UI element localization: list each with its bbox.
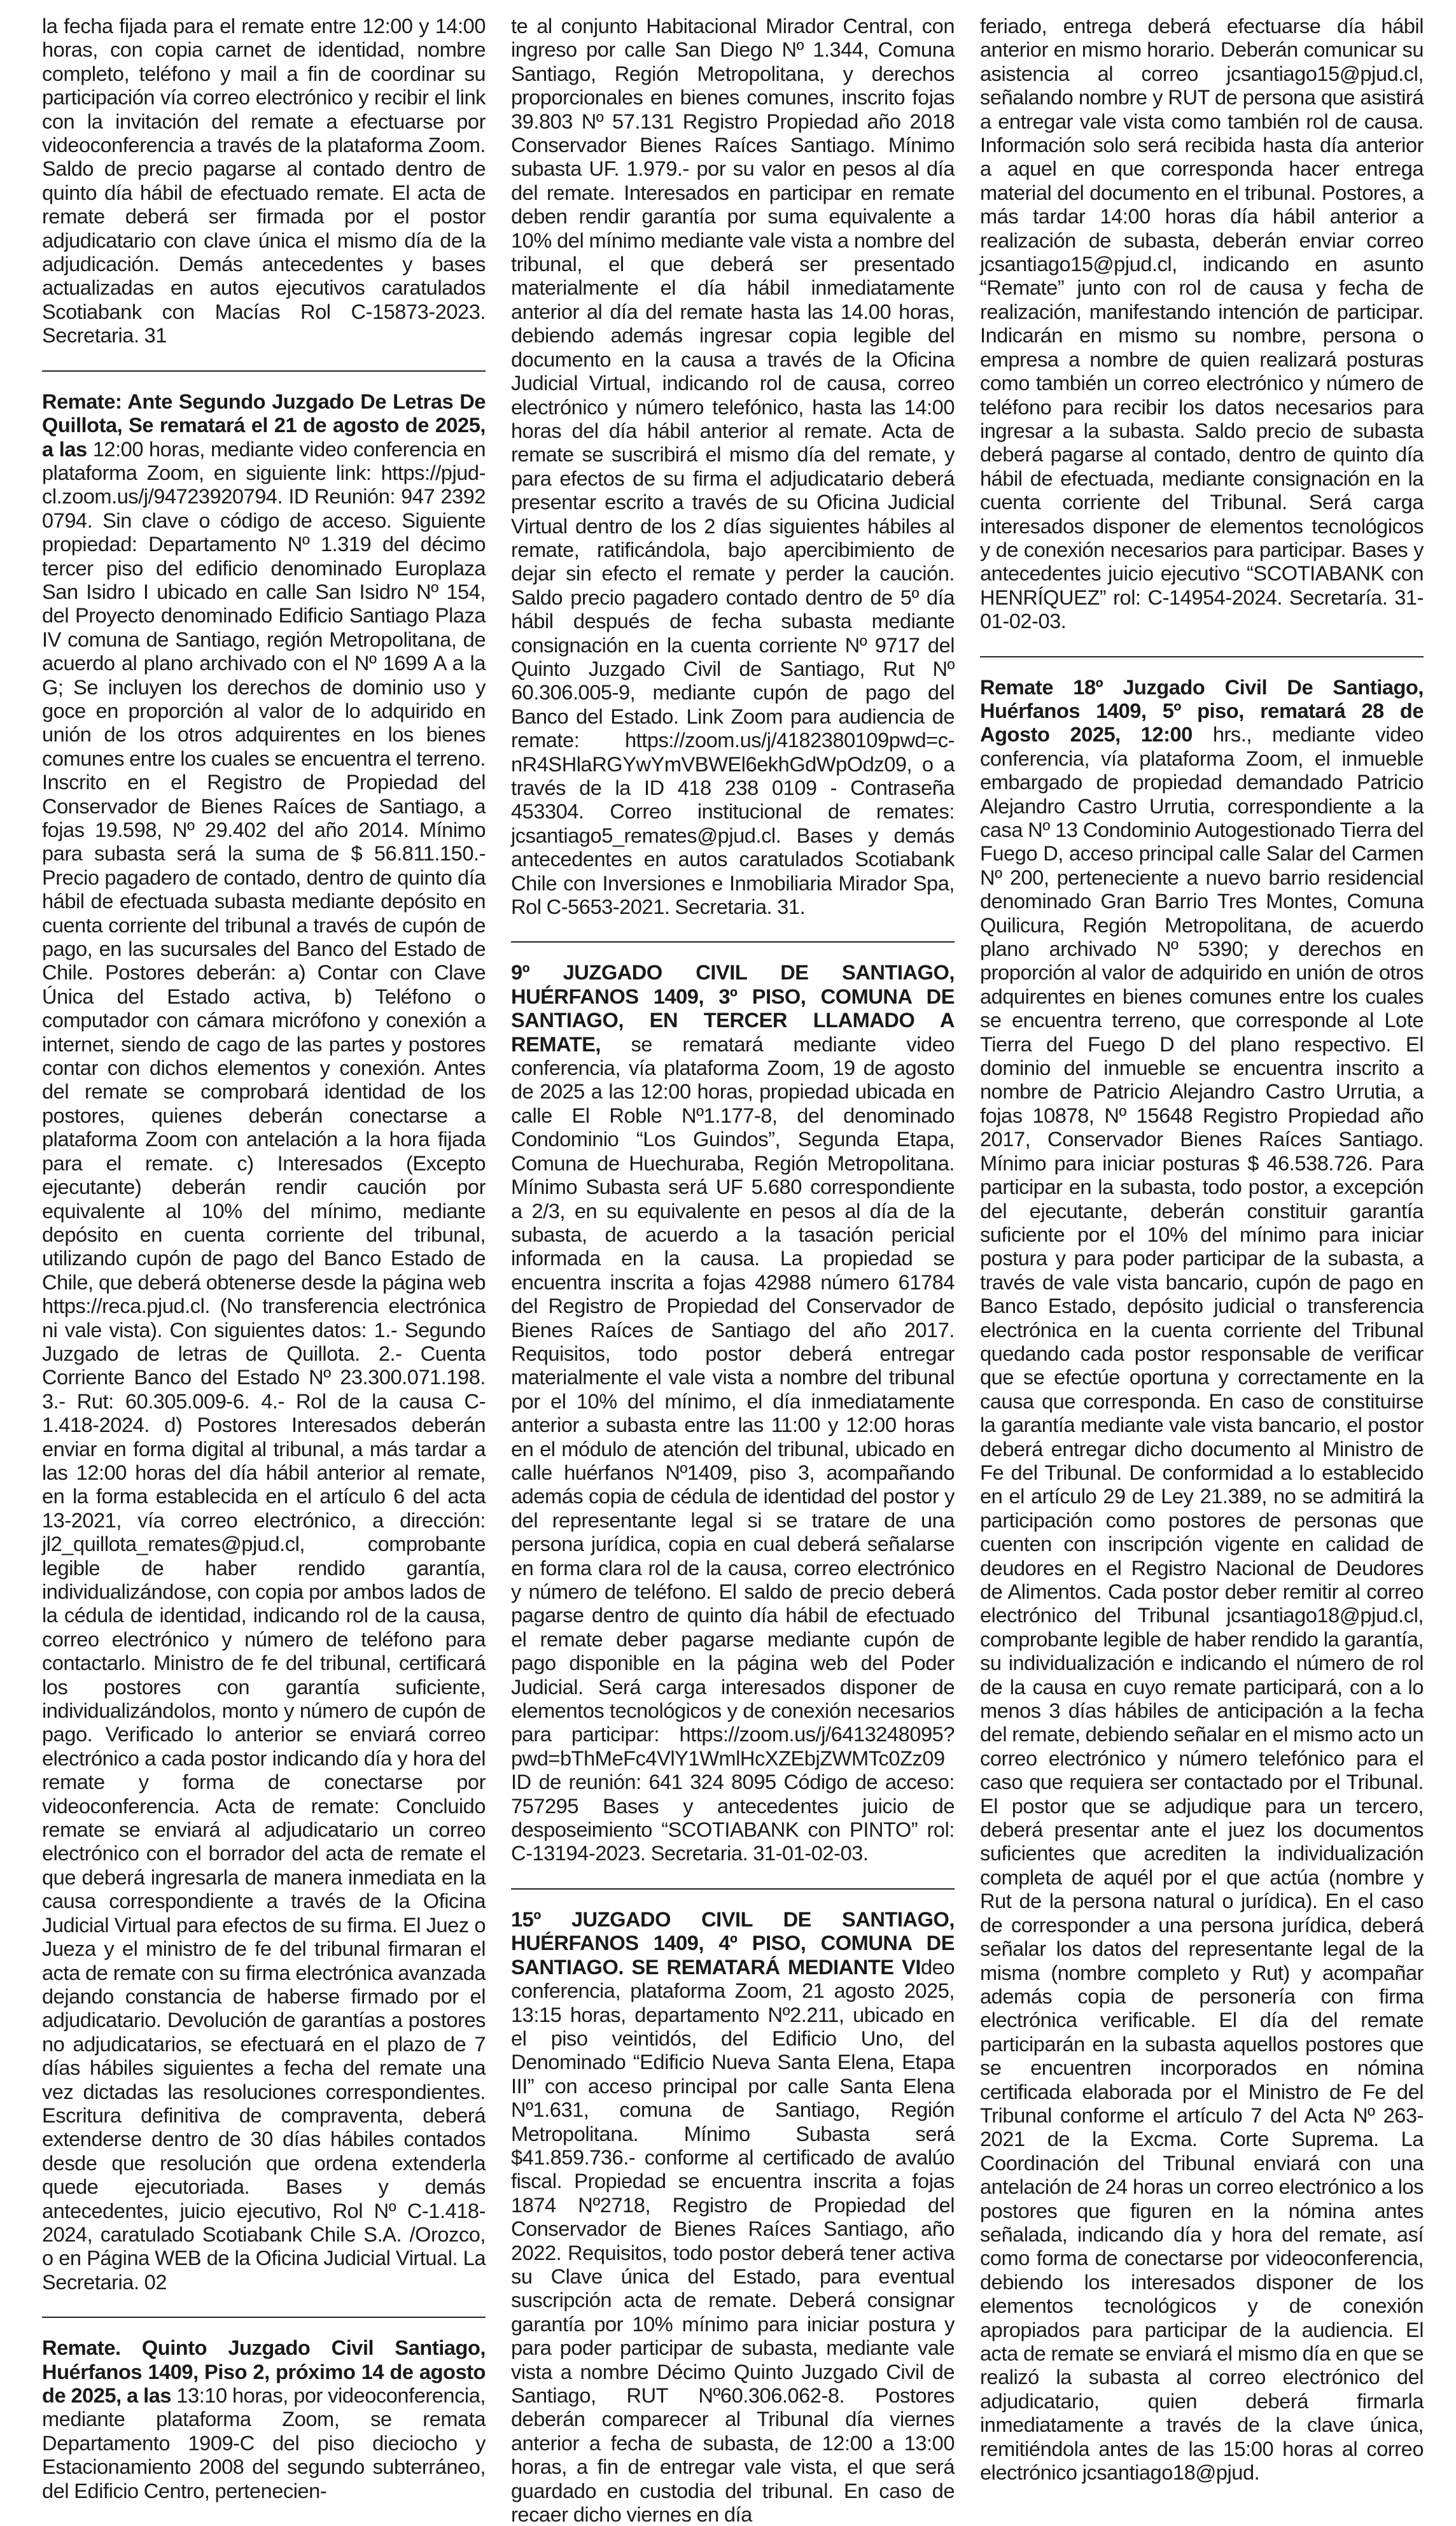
notice-body: feriado, entrega deberá efectuarse día hábil anterior en mismo horario. Deberán comunicar su asistencia al correo jcsantiago15@pjud.cl, señalando nombre y RUT de persona que asistirá a entregar vale vista como también rol de causa. Información solo será recibida hasta día anterior a aquel en que corresponda hacer entrega material del documento en el tribunal. Postores, a más tardar 14:00 horas día hábil anterior a realización de subasta, deberán enviar correo jcsantiago15@pjud.cl, indicando en asunto “Remate” junto con rol de causa y fecha de realización, manifestando intención de participar. Indicarán en mismo su nombre, persona o empresa a nombre de quien realizará posturas como también un correo electrónico y número de teléfono para recibir los datos necesarios para ingresar a la subasta. Saldo precio de subasta deberá pagarse al contado, dentro de quinto día hábil de efectuada, mediante consignación en la cuenta corriente del Tribunal. Será carga interesados disponer de elementos tecnológicos y de conexión necesarios para participar. Bases y antecedentes juicio ejecutivo “SCOTIABANK con HENRÍQUEZ” rol: C-14954-2024. Secretaría. 31-01-02-03. [980, 14, 1424, 633]
divider [42, 370, 486, 372]
notice [42, 389, 486, 2294]
divider [980, 656, 1424, 657]
notice-continued [511, 14, 955, 918]
notice-heading: 15º JUZGADO CIVIL DE SANTIAGO, HUÉRFANOS 1409, 4º PISO, COMUNA DE SANTIAGO. SE REMATARÁ MEDIANTE VI [511, 1907, 955, 1979]
notice-body: te al conjunto Habitacional Mirador Central, con ingreso por calle San Diego Nº 1.344, Comuna Santiago, Región Metropolitana, y derechos proporcionales en bienes comunes, inscrito fojas 39.803 Nº 57.131 Registro Propiedad año 2018 Conservador Bienes Raíces Santiago. Mínimo subasta UF. 1.979.- por su valor en pesos al día del remate. Interesados en participar en remate deben rendir garantía por suma equivalente a 10% del mínimo mediante vale vista a nombre del tribunal, el que deberá ser presentado materialmente el día hábil inmediatamente anterior al día del remate hasta las 14.00 horas, debiendo además ingresar copia legible del documento en la causa a través de la Oficina Judicial Virtual, indicando rol de causa, correo electrónico y número telefónico, hasta las 14:00 horas del día hábil anterior al remate. Acta de remate se suscribirá el mismo día del remate, y para efectos de su firma el adjudicatario deberá presentar escrito a través de su Oficina Judicial Virtual dentro de los 2 días siguientes hábiles al remate, ratificándola, bajo apercibimiento de dejar sin efecto el remate y perder la caución. Saldo precio pagadero contado dentro de 5º día hábil después de fecha subasta mediante consignación en la cuenta corriente Nº 9717 del Quinto Juzgado Civil de Santiago, Rut Nº 60.306.005-9, mediante cupón de pago del Banco del Estado. Link Zoom para audiencia de remate: https://zoom.us/j/4182380109pwd=c-nR4SHlaRGYwYmVBWEl6ekhGdWpOdz09, o a través de la ID 418 238 0109 - Contraseña 453304. Correo institucional de remates: jcsantiago5_remates@pjud.cl. Bases y demás antecedentes en autos caratulados Scotiabank Chile con Inversiones e Inmobiliaria Mirador Spa, Rol C-5653-2021. Secretaria. 31. [511, 14, 955, 919]
divider [511, 941, 955, 943]
divider [42, 2317, 486, 2318]
notice [511, 960, 955, 1865]
notice [980, 675, 1424, 2485]
notice-heading: Remate: Ante Segundo Juzgado De Letras De Quillota, Se rematará el 21 de agosto de 2025, a las [42, 389, 486, 461]
notice-continued [42, 14, 486, 347]
notice-body: la fecha fijada para el remate entre 12:00 y 14:00 horas, con copia carnet de identidad, nombre completo, teléfono y mail a fin de coordinar su participación vía correo electrónico y recibir el link con la invitación del remate a efectuarse por videoconferencia a través de la plataforma Zoom. Saldo de precio pagarse al contado dentro de quinto día hábil de efectuado remate. El acta de remate deberá ser firmada por el postor adjudicatario con clave única el mismo día de la adjudicación. Demás antecedentes y bases actualizadas en autos ejecutivos caratulados Scotiabank con Macías Rol C-15873-2023. Secretaria. 31 [42, 14, 486, 347]
notice-body: se rematará mediante video conferencia, vía plataforma Zoom, 19 de agosto de 2025 a las 12:00 horas, propiedad ubicada en calle El Roble Nº1.177-8, del denominado Condominio “Los Guindos”, Segunda Etapa, Comuna de Huechuraba, Región Metropolitana. Mínimo Subasta será UF 5.680 correspondiente a 2/3, en su equivalente en pesos al día de la subasta, de acuerdo a la tasación pericial informada en la causa. La propiedad se encuentra inscrita a fojas 42988 número 61784 del Registro de Propiedad del Conservador de Bienes Raíces de Santiago del año 2017. Requisitos, todo postor deberá entregar materialmente el vale vista a nombre del tribunal por el 10% del mínimo, el día inmediatamente anterior a subasta entre las 11:00 y 12:00 horas en el módulo de atención del tribunal, ubicado en calle huérfanos Nº1409, piso 3, acompañando además copia de cédula de identidad del postor y del representante legal si se tratare de una persona jurídica, copia en cual deberá señalarse en forma clara rol de la causa, correo electrónico y número de teléfono. El saldo de precio deberá pagarse dentro de quinto día hábil de efectuado el remate deber pagarse mediante cupón de pago disponible en la página web del Poder Judicial. Será carga interesados disponer de elementos tecnológicos y de conexión necesarios para participar: https://zoom.us/j/6413248095?pwd=bThMeFc4VlY1WmlHcXZEbjZWMTc0Zz09 ID de reunión: 641 324 8095 Código de acceso: 757295 Bases y antecedentes juicio de desposeimiento “SCOTIABANK con PINTO” rol: C-13194-2023. Secretaria. 31-01-02-03. [511, 1032, 955, 1865]
notice-body: 12:00 horas, mediante video conferencia en plataforma Zoom, en siguiente link: https://pjud-cl.zoom.us/j/94723920794. ID Reunión: 947 2392 0794. Sin clave o código de acceso. Siguiente propiedad: Departamento Nº 1.319 del décimo tercer piso del edificio denominado Europlaza San Isidro I ubicado en calle San Isidro Nº 154, del Proyecto denominado Edificio Santiago Plaza IV comuna de Santiago, región Metropolitana, de acuerdo al plano archivado con el Nº 1699 A a la G; Se incluyen los derechos de dominio uso y goce en proporción al valor de lo adquirido en unión de los otros adquirentes en los bienes comunes entre los cuales se encuentra el terreno. Inscrito en el Registro de Propiedad del Conservador de Bienes Raíces de Santiago, a fojas 19.598, Nº 29.402 del año 2014. Mínimo para subasta será la suma de $ 56.811.150.- Precio pagadero de contado, dentro de quinto día hábil de efectuada subasta mediante depósito en cuenta corriente del tribunal a través de cupón de pago, en las sucursales del Banco del Estado de Chile. Postores deberán: a) Contar con Clave Única del Estado activa, b) Teléfono o computador con cámara micrófono y conexión a internet, siendo de cago de las partes y postores contar con dichos elementos y conexión. Antes del remate se comprobará identidad de los postores, quienes deberán conectarse a plataforma Zoom con antelación a la hora fijada para el remate. c) Interesados (Excepto ejecutante) deberán rendir caución por equivalente al 10% del mínimo, mediante depósito en cuenta corriente del tribunal, utilizando cupón de pago del Banco Estado de Chile, que deberá obtenerse desde la página web https://reca.pjud.cl. (No transferencia electrónica ni vale vista). Con siguientes datos: 1.- Segundo Juzgado de letras de Quillota. 2.- Cuenta Corriente Banco del Estado Nº 23.300.071.198. 3.- Rut: 60.305.009-6. 4.- Rol de la causa C-1.418-2024. d) Postores Interesados deberán enviar en forma digital al tribunal, a más tardar a las 12:00 horas del día hábil anterior al remate, en la forma establecida en el artículo 6 del acta 13-2021, vía correo electrónico, a dirección: jl2_quillota_remates@pjud.cl, comprobante legible de haber rendido garantía, individualizándose, con copia por ambos lados de la cédula de identidad, indicando rol de la causa, correo electrónico y número de teléfono para contactarlo. Ministro de fe del tribunal, certificará los postores con garantía suficiente, individualizándolos, monto y número de cupón de pago. Verificado lo anterior se enviará correo electrónico a cada postor indicando día y hora del remate y forma de conectarse por videoconferencia. Acta de remate: Concluido remate se enviará al adjudicatario un correo electrónico con el borrador del acta de remate el que deberá ingresarla de manera inmediata en la causa correspondiente a través de la Oficina Judicial Virtual para efectos de su firma. El Juez o Jueza y el ministro de fe del tribunal firmaran el acta de remate con su firma electrónica avanzada dejando constancia de haberse firmado por el adjudicatario. Devolución de garantías a postores no adjudicatarios, se efectuará en el plazo de 7 días hábiles siguientes a fecha del remate una vez dictadas las resoluciones correspondientes. Escritura definitiva de compraventa, deberá extenderse dentro de 30 días hábiles contados desde que resolución que ordena extenderla quede ejecutoriada. Bases y demás antecedentes, juicio ejecutivo, Rol Nº C-1.418-2024, caratulado Scotiabank Chile S.A. /Orozco, o en Página WEB de la Oficina Judicial Virtual. La Secretaria. 02 [42, 437, 486, 2294]
notice [511, 1907, 955, 2526]
column-3 [980, 14, 1424, 2526]
notice-heading: Remate 18º Juzgado Civil De Santiago, Huérfanos 1409, 5º piso, rematará 28 de Agosto 2025, 12:00 [980, 675, 1424, 747]
notice-heading: Remate. Quinto Juzgado Civil Santiago, Huérfanos 1409, Piso 2, próximo 14 de agosto de 2025, a las [42, 2336, 486, 2407]
column-1 [42, 14, 486, 2526]
notice [42, 2336, 486, 2502]
newspaper-page [42, 14, 1424, 2526]
notice-body: hrs., mediante video conferencia, vía plataforma Zoom, el inmueble embargado de propiedad demandado Patricio Alejandro Castro Urrutia, correspondiente a la casa Nº 13 Condominio Autogestionado Tierra del Fuego D, acceso principal calle Salar del Carmen Nº 200, perteneciente a nuevo barrio residencial denominado Gran Barrio Tres Montes, Comuna Quilicura, Región Metropolitana, de acuerdo plano archivado Nº 5390; y derechos en proporción al valor de adquirido en unión de otros adquirentes en bienes comunes entre los cuales se encuentra terreno, que corresponde al Lote Tierra del Fuego D del plano respectivo. El dominio del inmueble se encuentra inscrito a nombre de Patricio Alejandro Castro Urrutia, a fojas 10878, Nº 15648 Registro Propiedad año 2017, Conservador Bienes Raíces Santiago. Mínimo para iniciar posturas $ 46.538.726. Para participar en la subasta, todo postor, a excepción del ejecutante, deberán constituir garantía suficiente por el 10% del mínimo para iniciar postura y para poder participar de la subasta, a través de vale vista bancario, cupón de pago en Banco Estado, depósito judicial o transferencia electrónica en la cuenta corriente del Tribunal quedando cada postor responsable de verificar que se efectúe oportuna y correctamente en la causa que corresponda. En caso de constituirse la garantía mediante vale vista bancario, el postor deberá entregar dicho documento al Ministro de Fe del Tribunal. De conformidad a lo establecido en el artículo 29 de Ley 21.389, no se admitirá la participación como postores de personas que cuenten con inscripción vigente en calidad de deudores en el Registro Nacional de Deudores de Alimentos. Cada postor deber remitir al correo electrónico del Tribunal jcsantiago18@pjud.cl, comprobante legible de haber rendido la garantía, su individualización e indicando el número de rol de la causa en cuyo remate participará, con a lo menos 3 días hábiles de anticipación a la fecha del remate, debiendo señalar en el mismo acto un correo electrónico y número telefónico para el caso que requiera ser contactado por el Tribunal. El postor que se adjudique para un tercero, deberá presentar ante el juez los documentos suficientes que acrediten la individualización completa de aquél por el que actúa (nombre y Rut de la persona natural o jurídica). En el caso de corresponder a una persona jurídica, deberá señalar los datos del representante legal de la misma (nombre completo y Rut) y acompañar además copia de personería con firma electrónica verificable. El día del remate participarán en la subasta aquellos postores que se encuentren incorporados en nómina certificada elaborada por el Ministro de Fe del Tribunal conforme el artículo 7 del Acta Nº 263-2021 de la Excma. Corte Suprema. La Coordinación del Tribunal enviará con una antelación de 24 horas un correo electrónico a los postores que figuren en la nómina antes señalada, indicando día y hora del remate, así como forma de conectarse por videoconferencia, debiendo los interesados disponer de los elementos tecnológicos y de conexión apropiados para participar de la audiencia. El acta de remate se enviará el mismo día en que se realizó la subasta al correo electrónico del adjudicatario, quien deberá firmarla inmediatamente a través de la clave única, remitiéndola antes de las 15:00 horas al correo electrónico jcsantiago18@pjud. [980, 722, 1424, 2485]
notice-continued [980, 14, 1424, 633]
notice-heading: 9º JUZGADO CIVIL DE SANTIAGO, HUÉRFANOS 1409, 3º PISO, COMUNA DE SANTIAGO, EN TERCER LLAMADO A REMATE, [511, 960, 955, 1056]
notice-body: 13:10 horas, por videoconferencia, mediante plataforma Zoom, se remata Departamento 1909-C del piso dieciocho y Estacionamiento 2008 del segundo subterráneo, del Edificio Centro, pertenecien- [42, 2383, 486, 2502]
notice-body: deo conferencia, plataforma Zoom, 21 agosto 2025, 13:15 horas, departamento Nº2.211, ubicado en el piso veintidós, del Edificio Uno, del Denominado “Edificio Nueva Santa Elena, Etapa III” con acceso principal por calle Santa Elena Nº1.631, comuna de Santiago, Región Metropolitana. Mínimo Subasta será $41.859.736.- conforme al certificado de avalúo fiscal. Propiedad se encuentra inscrita a fojas 1874 Nº2718, Registro de Propiedad del Conservador de Bienes Raíces Santiago, año 2022. Requisitos, todo postor deberá tener activa su Clave única del Estado, para eventual suscripción acta de remate. Deberá consignar garantía por 10% mínimo para iniciar postura y para poder participar de subasta, mediante vale vista a nombre Décimo Quinto Juzgado Civil de Santiago, RUT Nº60.306.062-8. Postores deberán comparecer al Tribunal día viernes anterior a fecha de subasta, de 12:00 a 13:00 horas, a fin de entregar vale vista, el que será guardado en custodia del tribunal. En caso de recaer dicho viernes en día [511, 1954, 955, 2526]
column-2 [511, 14, 955, 2526]
divider [511, 1888, 955, 1890]
